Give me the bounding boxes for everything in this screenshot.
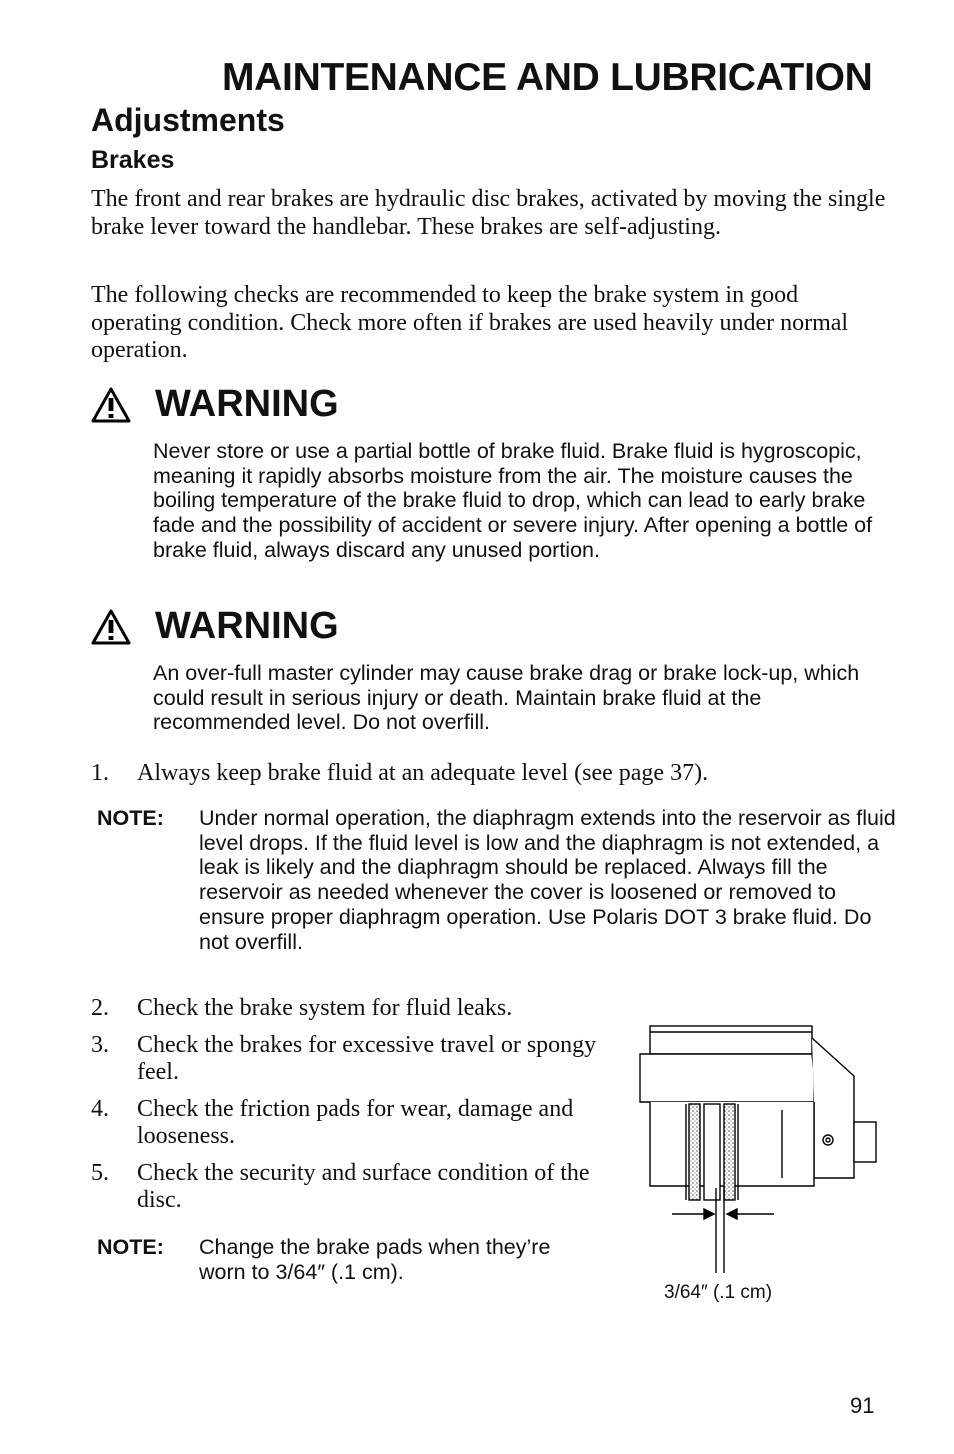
note-label: NOTE: <box>97 806 164 830</box>
list-item <box>91 1160 601 1215</box>
page-title: MAINTENANCE AND LUBRICATION <box>222 56 873 99</box>
warning-label: WARNING <box>155 605 339 647</box>
warning-triangle-icon <box>91 609 131 645</box>
note-text: Under normal operation, the diaphragm extends into the reservoir as fluid level drops. If the fluid level is low and the diaphragm is not extended, a leak is likely and the diaphragm should be replaced. Always fill the reservoir as needed whenever the cover is loosened or removed to ensure proper diaphragm operation. Use Polaris DOT 3 brake fluid. Do not overfill. <box>199 806 896 954</box>
section-title: Adjustments <box>91 102 285 138</box>
intro-paragraph: The front and rear brakes are hydraulic disc brakes, activated by moving the single brake lever toward the handlebar. These brakes are self-adjusting. <box>91 186 886 240</box>
warning-label: WARNING <box>155 383 339 425</box>
warning-heading <box>91 605 339 648</box>
warning-triangle-icon <box>91 387 131 423</box>
brake-caliper-diagram <box>632 1018 882 1280</box>
warning-heading <box>91 383 339 426</box>
note-label: NOTE: <box>97 1235 164 1259</box>
step-text: Check the brakes for excessive travel or spongy feel. <box>137 1031 597 1085</box>
check-list <box>91 995 601 1224</box>
diagram-caption: 3/64″ (.1 cm) <box>664 1282 773 1303</box>
step-text: Check the friction pads for wear, damage and looseness. <box>137 1095 574 1149</box>
page-number: 91 <box>850 1393 875 1418</box>
list-item <box>91 1096 601 1151</box>
step-text: Check the brake system for fluid leaks. <box>137 995 513 1021</box>
step-number: 2. <box>91 995 109 1021</box>
step-number: 4. <box>91 1095 109 1122</box>
warning-text: Never store or use a partial bottle of brake fluid. Brake fluid is hygroscopic, meaning it rapidly absorbs moisture from the air. The moisture causes the boiling temperature of the brake fluid to drop, which can lead to early brake fade and the possibility of accident or severe injury. After opening a bottle of brake fluid, always discard any unused portion. <box>153 439 873 562</box>
list-item <box>91 760 911 788</box>
list-item <box>91 1032 601 1087</box>
step-number: 5. <box>91 1159 109 1186</box>
step-number: 3. <box>91 1031 109 1058</box>
step-text: Check the security and surface condition of the disc. <box>137 1159 590 1213</box>
warning-text: An over-full master cylinder may cause brake drag or brake lock-up, which could result in serious injury or death. Maintain brake fluid at the recommended level. Do not overfill. <box>153 661 860 735</box>
step-text: Always keep brake fluid at an adequate level (see page 37). <box>137 760 709 786</box>
list-item <box>91 995 601 1023</box>
intro-paragraph: The following checks are recommended to keep the brake system in good operating condition. Check more often if brakes are used heavily under normal operation. <box>91 282 849 363</box>
note <box>91 1235 561 1284</box>
subsection-title: Brakes <box>91 146 175 174</box>
note <box>91 806 896 954</box>
step-number: 1. <box>91 760 109 786</box>
note-text: Change the brake pads when they’re worn to 3/64″ (.1 cm). <box>199 1235 551 1284</box>
